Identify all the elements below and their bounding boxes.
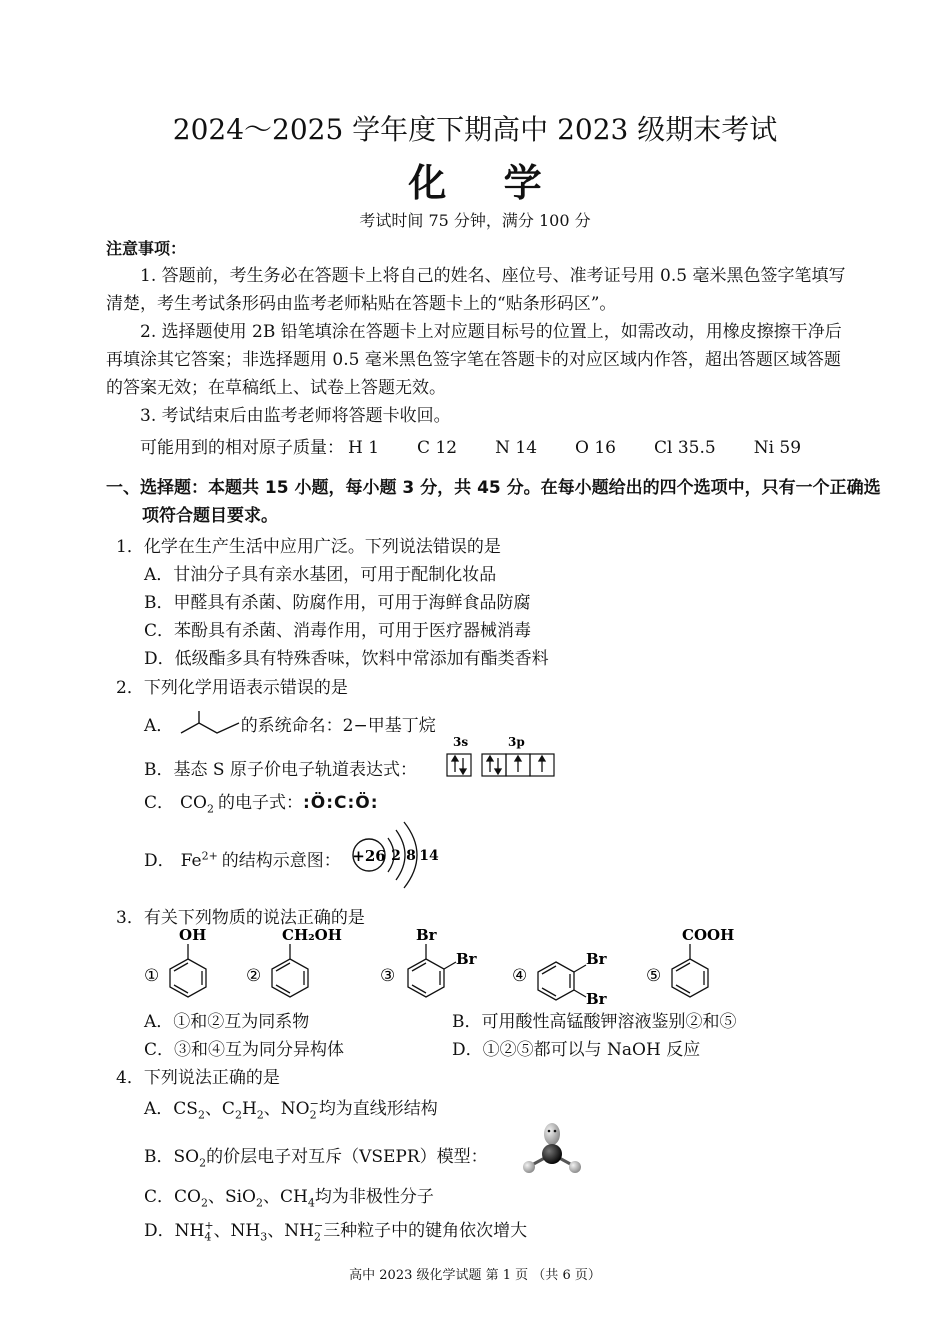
mass-ni: Ni 59 xyxy=(753,438,802,458)
q4-b-s0: 2 xyxy=(199,1156,207,1170)
q4-c-s0: 2 xyxy=(200,1196,208,1210)
q1-option-c: C．苯酚具有杀菌、消毒作用，可用于医疗器械消毒 xyxy=(144,621,532,641)
q2-c-text: 的电子式： xyxy=(217,793,303,813)
q2-c-lewis: :Ö:C:Ö: xyxy=(302,793,379,813)
q4-a-t1: 、C xyxy=(204,1099,235,1119)
atomic-structure-icon xyxy=(350,816,450,894)
q4-a-t0: A．CS xyxy=(144,1099,198,1119)
q4-d-t2: 、NH xyxy=(267,1221,314,1241)
notice-item-3: 3. 考试结束后由监考老师将答题卡收回。 xyxy=(140,406,451,426)
q2-stem: 2．下列化学用语表示错误的是 xyxy=(116,678,348,698)
q2-c-formula: CO xyxy=(180,793,207,813)
q4-d-t1: 、NH xyxy=(213,1221,261,1241)
q4-a-sup: − xyxy=(309,1097,319,1111)
q4-b-t0: B．SO xyxy=(144,1147,200,1167)
q4-d-sup1: − xyxy=(313,1219,324,1233)
group-oh: OH xyxy=(179,926,207,944)
exam-duration: 考试时间 75 分钟，满分 100 分 xyxy=(359,211,591,230)
mass-label: 可能用到的相对原子质量： xyxy=(140,438,344,458)
q4-a-t3: 、NO xyxy=(263,1099,310,1119)
mass-h: H 1 xyxy=(348,438,380,458)
exam-title: 2024～2025 学年度下期高中 2023 级期末考试 xyxy=(172,113,778,146)
benzene-ring-1 xyxy=(170,959,206,997)
notice-heading: 注意事项： xyxy=(106,239,187,258)
q4-d-sup0: + xyxy=(204,1219,214,1233)
structures-row xyxy=(136,924,756,1006)
section-heading: 一、选择题：本题共 15 小题，每小题 3 分，共 45 分。在每小题给出的四个选项中，只有一个正确选项符合题目要求。 xyxy=(106,478,881,526)
q4-option-c xyxy=(144,1182,434,1209)
q2-d-text: 的结构示意图： xyxy=(221,851,341,871)
q4-a-s0: 2 xyxy=(197,1108,205,1122)
q4-c-s1: 2 xyxy=(255,1196,263,1210)
q4-a-s3: 2 xyxy=(309,1108,317,1122)
q4-c-t2: 、CH xyxy=(262,1187,308,1207)
notice-item-2: 2. 选择题使用 2B 铅笔填涂在答题卡上对应题目标号的位置上，如需改动，用橡皮擦擦干净后再填涂其它答案；非选择题用 0.5 毫米黑色签字笔在答题卡的对应区域内作答，超出答题区域答题的答案无效；在草稿纸上、试卷上答题无效。 xyxy=(106,322,842,398)
q4-c-t1: 、SiO xyxy=(207,1187,256,1207)
benzene-ring-5 xyxy=(672,959,708,997)
shell-3: 14 xyxy=(419,848,439,864)
benzene-ring-4 xyxy=(538,962,574,1000)
q3-option-a: A．①和②互为同系物 xyxy=(144,1012,310,1032)
vsepr-model-icon xyxy=(520,1120,586,1178)
label-2: ② xyxy=(246,966,262,986)
group-cooh: COOH xyxy=(682,926,735,944)
q4-option-d xyxy=(144,1216,527,1243)
q1-option-a: A．甘油分子具有亲水基团，可用于配制化妆品 xyxy=(144,565,497,585)
skeletal-formula-icon xyxy=(179,711,241,737)
orbital-diagram-icon xyxy=(444,734,556,780)
q3-option-b: B．可用酸性高锰酸钾溶液鉴别②和⑤ xyxy=(452,1012,737,1032)
q4-d-s1: 3 xyxy=(260,1230,268,1244)
q2-d-prefix: D． xyxy=(144,851,175,871)
mass-o: O 16 xyxy=(575,438,616,458)
benzene-ring-2 xyxy=(272,959,308,997)
group-br-1: Br xyxy=(416,926,437,944)
group-br-2: Br xyxy=(456,950,477,968)
label-5: ⑤ xyxy=(646,966,662,986)
mass-n: N 14 xyxy=(495,438,538,458)
q2-a-label: A． xyxy=(144,716,174,736)
q4-d-s0: 4 xyxy=(204,1230,212,1244)
orbital-3s-label: 3s xyxy=(453,735,469,749)
q4-option-b xyxy=(144,1142,488,1169)
q4-a-s1: 2 xyxy=(234,1108,242,1122)
q4-c-t0: C．CO xyxy=(144,1187,201,1207)
label-1: ① xyxy=(144,966,160,986)
q4-a-s2: 2 xyxy=(256,1108,264,1122)
shell-1: 2 xyxy=(391,848,401,864)
q1-stem: 1．化学在生产生活中应用广泛。下列说法错误的是 xyxy=(116,537,501,557)
q4-c-t3: 均为非极性分子 xyxy=(314,1187,434,1207)
orbital-3p-label: 3p xyxy=(508,735,525,749)
q4-a-t2: H xyxy=(241,1099,257,1119)
q2-option-d xyxy=(144,846,341,871)
q1-option-b: B．甲醛具有杀菌、防腐作用，可用于海鲜食品防腐 xyxy=(144,593,531,613)
q4-d-t0: D．NH xyxy=(144,1221,205,1241)
atomic-masses xyxy=(140,433,839,458)
q2-d-charge: 2+ xyxy=(201,849,218,863)
shell-2: 8 xyxy=(406,848,416,864)
q2-d-ion: Fe xyxy=(180,851,202,871)
q4-d-s2: 2 xyxy=(313,1230,321,1244)
group-ch2oh: CH₂OH xyxy=(282,926,342,944)
notice-item-1: 1. 答题前，考生务必在答题卡上将自己的姓名、座位号、准考证号用 0.5 毫米黑色签字笔填写清楚，考生考试条形码由监考老师粘贴在答题卡上的“贴条形码区”。 xyxy=(106,266,846,314)
q1-option-d: D．低级酯多具有特殊香味，饮料中常添加有酯类香料 xyxy=(144,649,549,669)
label-4: ④ xyxy=(512,966,528,986)
page-footer: 高中 2023 级化学试题 第 1 页 （共 6 页） xyxy=(349,1268,601,1283)
group-br-3: Br xyxy=(586,950,607,968)
q3-option-d: D．①②⑤都可以与 NaOH 反应 xyxy=(452,1040,701,1060)
benzene-ring-3 xyxy=(408,959,444,997)
mass-cl: Cl 35.5 xyxy=(654,438,716,458)
q4-option-a xyxy=(144,1094,438,1121)
q2-c-prefix: C． xyxy=(144,793,175,813)
q4-c-s2: 4 xyxy=(307,1196,315,1210)
subject-title: 化 学 xyxy=(408,161,564,205)
q2-option-c xyxy=(144,788,379,815)
q4-stem: 4．下列说法正确的是 xyxy=(116,1068,280,1088)
q2-a-text: 的系统命名：2−甲基丁烷 xyxy=(240,716,436,736)
q3-stem: 3．有关下列物质的说法正确的是 xyxy=(116,908,365,928)
q4-d-t3: 三种粒子中的键角依次增大 xyxy=(323,1221,528,1241)
q2-option-a xyxy=(144,711,436,737)
group-br-4: Br xyxy=(586,990,607,1006)
label-3: ③ xyxy=(380,966,396,986)
q4-b-t1: 的价层电子对互斥（VSEPR）模型： xyxy=(206,1147,488,1167)
q2-b-text: B．基态 S 原子价电子轨道表达式： xyxy=(144,760,417,780)
q4-a-t4: 均为直线形结构 xyxy=(318,1099,438,1119)
nucleus-label: +26 xyxy=(352,847,386,865)
q3-option-c: C．③和④互为同分异构体 xyxy=(144,1040,345,1060)
q2-option-b xyxy=(144,755,417,780)
mass-c: C 12 xyxy=(417,438,458,458)
q2-c-sub: 2 xyxy=(206,802,214,816)
